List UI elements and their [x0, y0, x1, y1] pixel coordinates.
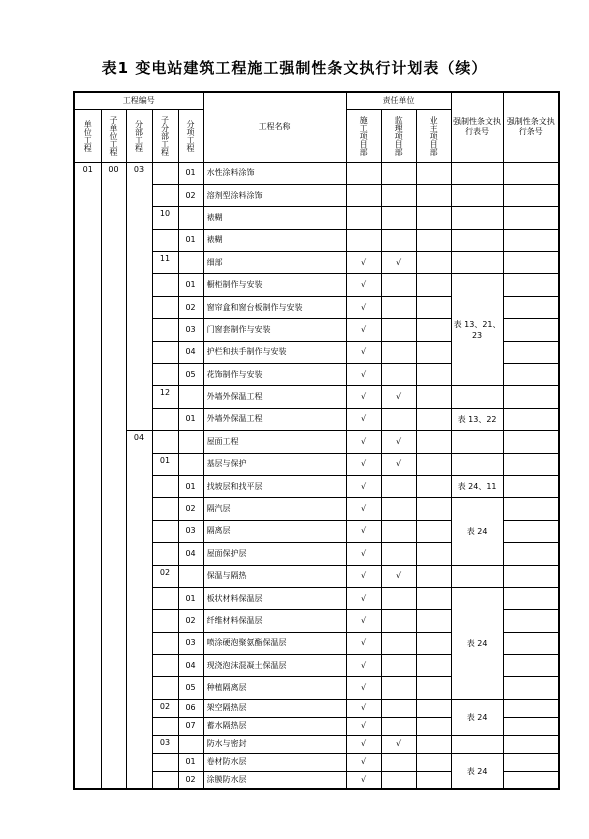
construction-check: √ [346, 565, 381, 587]
table-ref [451, 386, 503, 408]
clause-ref [503, 162, 559, 184]
header-supervision: 监理项目部 [394, 115, 404, 156]
subdivision-code [152, 753, 178, 771]
owner-check [416, 677, 451, 699]
row-name: 屋面工程 [203, 431, 346, 453]
construction-check: √ [346, 699, 381, 717]
row-name: 窗帘盒和窗台板制作与安装 [203, 296, 346, 318]
construction-check: √ [346, 408, 381, 430]
clause-ref [503, 717, 559, 735]
row-name: 细部 [203, 252, 346, 274]
clause-ref [503, 408, 559, 430]
construction-check: √ [346, 364, 381, 386]
row-name: 种植隔离层 [203, 677, 346, 699]
construction-check: √ [346, 520, 381, 542]
owner-check [416, 319, 451, 341]
construction-check: √ [346, 453, 381, 475]
subdivision-code: 01 [152, 453, 178, 475]
table-ref [451, 207, 503, 229]
clause-ref [503, 520, 559, 542]
table-ref: 表 24、11 [451, 475, 503, 497]
construction-check: √ [346, 677, 381, 699]
clause-ref [503, 431, 559, 453]
owner-check [416, 453, 451, 475]
clause-ref [503, 543, 559, 565]
subdivision-code [152, 341, 178, 363]
clause-ref [503, 453, 559, 475]
item-code: 02 [178, 296, 203, 318]
row-name: 现浇泡沫混凝土保温层 [203, 655, 346, 677]
header-resp-group: 责任单位 [346, 92, 451, 109]
clause-ref [503, 319, 559, 341]
subdivision-code [152, 677, 178, 699]
subdivision-code: 12 [152, 386, 178, 408]
owner-check [416, 699, 451, 717]
owner-check [416, 610, 451, 632]
supervision-check [381, 677, 416, 699]
supervision-check [381, 753, 416, 771]
header-owner: 业主项目部 [429, 115, 439, 156]
item-code: 01 [178, 274, 203, 296]
construction-check: √ [346, 431, 381, 453]
supervision-check [381, 319, 416, 341]
item-code: 02 [178, 498, 203, 520]
row-name: 架空隔热层 [203, 699, 346, 717]
clause-ref [503, 184, 559, 206]
header-clause-no: 强制性条文执行条号 [506, 117, 555, 137]
item-code: 05 [178, 677, 203, 699]
item-code: 01 [178, 162, 203, 184]
supervision-check [381, 162, 416, 184]
table-ref: 表 13、22 [451, 408, 503, 430]
subdivision-code [152, 431, 178, 453]
supervision-check [381, 498, 416, 520]
item-code: 04 [178, 655, 203, 677]
supervision-check [381, 632, 416, 654]
row-name: 水性涂料涂饰 [203, 162, 346, 184]
item-code [178, 735, 203, 753]
subdivision-code [152, 229, 178, 251]
construction-check: √ [346, 274, 381, 296]
item-code: 02 [178, 610, 203, 632]
subdivision-code [152, 162, 178, 184]
item-code: 03 [178, 319, 203, 341]
owner-check [416, 341, 451, 363]
subdivision-code [152, 498, 178, 520]
construction-check: √ [346, 543, 381, 565]
table-ref [451, 252, 503, 274]
subdivision-code [152, 655, 178, 677]
owner-check [416, 386, 451, 408]
row-name: 外墙外保温工程 [203, 386, 346, 408]
header-name: 工程名称 [203, 92, 346, 162]
owner-check [416, 565, 451, 587]
clause-ref [503, 296, 559, 318]
supervision-check [381, 229, 416, 251]
clause-ref [503, 341, 559, 363]
supervision-check: √ [381, 453, 416, 475]
supervision-check: √ [381, 386, 416, 408]
clause-ref [503, 632, 559, 654]
table-ref: 表 24 [451, 498, 503, 565]
owner-check [416, 587, 451, 609]
owner-check [416, 162, 451, 184]
table-ref: 表 24 [451, 753, 503, 789]
table-ref [451, 431, 503, 453]
clause-ref [503, 364, 559, 386]
subdivision-code [152, 475, 178, 497]
header-unit: 单位工程 [83, 119, 93, 152]
owner-check [416, 408, 451, 430]
supervision-check [381, 520, 416, 542]
construction-check: √ [346, 771, 381, 789]
construction-check [346, 184, 381, 206]
subdivision-code [152, 274, 178, 296]
clause-ref [503, 565, 559, 587]
item-code: 05 [178, 364, 203, 386]
owner-check [416, 274, 451, 296]
row-name: 门窗套制作与安装 [203, 319, 346, 341]
supervision-check [381, 274, 416, 296]
supervision-check [381, 475, 416, 497]
clause-ref [503, 386, 559, 408]
clause-ref [503, 229, 559, 251]
supervision-check [381, 543, 416, 565]
owner-check [416, 717, 451, 735]
subdivision-code [152, 771, 178, 789]
item-code: 02 [178, 184, 203, 206]
subdivision-code: 10 [152, 207, 178, 229]
construction-check: √ [346, 587, 381, 609]
plan-table [73, 91, 560, 790]
item-code: 01 [178, 587, 203, 609]
subdivision-code [152, 717, 178, 735]
row-name: 喷涂硬泡聚氨酯保温层 [203, 632, 346, 654]
supervision-check [381, 717, 416, 735]
item-code: 04 [178, 341, 203, 363]
supervision-check [381, 587, 416, 609]
owner-check [416, 431, 451, 453]
row-name: 隔离层 [203, 520, 346, 542]
owner-check [416, 475, 451, 497]
item-code [178, 252, 203, 274]
supervision-check: √ [381, 735, 416, 753]
division-code-2: 04 [126, 431, 152, 790]
subdivision-code: 02 [152, 565, 178, 587]
clause-ref [503, 207, 559, 229]
subunit-code: 00 [101, 162, 126, 789]
owner-check [416, 364, 451, 386]
supervision-check: √ [381, 565, 416, 587]
row-name: 板状材料保温层 [203, 587, 346, 609]
clause-ref [503, 498, 559, 520]
row-name: 纤维材料保温层 [203, 610, 346, 632]
item-code: 07 [178, 717, 203, 735]
row-name: 屋面保护层 [203, 543, 346, 565]
subdivision-code [152, 296, 178, 318]
construction-check: √ [346, 252, 381, 274]
clause-ref [503, 655, 559, 677]
clause-ref [503, 274, 559, 296]
clause-ref [503, 677, 559, 699]
subdivision-code [152, 520, 178, 542]
header-division: 分部工程 [134, 119, 144, 152]
construction-check: √ [346, 319, 381, 341]
owner-check [416, 543, 451, 565]
item-code [178, 386, 203, 408]
subdivision-code: 11 [152, 252, 178, 274]
row-name: 裱糊 [203, 207, 346, 229]
clause-ref [503, 753, 559, 771]
construction-check: √ [346, 296, 381, 318]
subdivision-code [152, 632, 178, 654]
construction-check: √ [346, 632, 381, 654]
table-ref [451, 453, 503, 475]
clause-ref [503, 610, 559, 632]
owner-check [416, 296, 451, 318]
construction-check: √ [346, 735, 381, 753]
subdivision-code [152, 543, 178, 565]
subdivision-code [152, 364, 178, 386]
supervision-check: √ [381, 252, 416, 274]
construction-check: √ [346, 341, 381, 363]
supervision-check [381, 207, 416, 229]
subdivision-code [152, 587, 178, 609]
row-name: 基层与保护 [203, 453, 346, 475]
owner-check [416, 735, 451, 753]
item-code: 04 [178, 543, 203, 565]
construction-check: √ [346, 610, 381, 632]
row-name: 蓄水隔热层 [203, 717, 346, 735]
item-code [178, 565, 203, 587]
owner-check [416, 771, 451, 789]
supervision-check: √ [381, 431, 416, 453]
owner-check [416, 184, 451, 206]
header-table-no: 强制性条文执行表号 [453, 117, 502, 137]
subdivision-code: 03 [152, 735, 178, 753]
unit-code: 01 [74, 162, 101, 789]
supervision-check [381, 699, 416, 717]
item-code: 01 [178, 475, 203, 497]
owner-check [416, 520, 451, 542]
clause-ref [503, 475, 559, 497]
supervision-check [381, 184, 416, 206]
row-name: 外墙外保温工程 [203, 408, 346, 430]
owner-check [416, 632, 451, 654]
table-ref [451, 229, 503, 251]
header-subunit: 子单位工程 [109, 115, 118, 156]
owner-check [416, 655, 451, 677]
table-ref: 表 13、21、23 [451, 274, 503, 386]
item-code: 03 [178, 520, 203, 542]
item-code [178, 207, 203, 229]
table-ref [451, 565, 503, 587]
construction-check: √ [346, 753, 381, 771]
row-name: 找坡层和找平层 [203, 475, 346, 497]
item-code: 03 [178, 632, 203, 654]
owner-check [416, 753, 451, 771]
table-ref [451, 162, 503, 184]
row-name: 橱柜制作与安装 [203, 274, 346, 296]
clause-ref [503, 587, 559, 609]
header-construction: 施工项目部 [359, 115, 369, 156]
owner-check [416, 229, 451, 251]
header-item: 分项工程 [186, 119, 196, 152]
table-ref [451, 184, 503, 206]
supervision-check [381, 408, 416, 430]
supervision-check [381, 341, 416, 363]
supervision-check [381, 364, 416, 386]
item-code: 06 [178, 699, 203, 717]
construction-check [346, 207, 381, 229]
clause-ref [503, 771, 559, 789]
subdivision-code [152, 610, 178, 632]
clause-ref [503, 252, 559, 274]
row-name: 护栏和扶手制作与安装 [203, 341, 346, 363]
owner-check [416, 207, 451, 229]
table-ref: 表 24 [451, 587, 503, 699]
subdivision-code [152, 408, 178, 430]
item-code: 01 [178, 753, 203, 771]
item-code: 01 [178, 408, 203, 430]
construction-check [346, 229, 381, 251]
supervision-check [381, 771, 416, 789]
item-code [178, 453, 203, 475]
subdivision-code [152, 184, 178, 206]
clause-ref [503, 735, 559, 753]
division-code: 03 [126, 162, 152, 431]
row-name: 涂膜防水层 [203, 771, 346, 789]
supervision-check [381, 655, 416, 677]
row-name: 裱糊 [203, 229, 346, 251]
construction-check: √ [346, 655, 381, 677]
owner-check [416, 252, 451, 274]
supervision-check [381, 610, 416, 632]
row-name: 防水与密封 [203, 735, 346, 753]
item-code: 02 [178, 771, 203, 789]
subdivision-code: 02 [152, 699, 178, 717]
item-code: 01 [178, 229, 203, 251]
row-name: 隔汽层 [203, 498, 346, 520]
subdivision-code [152, 319, 178, 341]
page-title: 表1 变电站建筑工程施工强制性条文执行计划表（续） [101, 59, 488, 77]
construction-check: √ [346, 717, 381, 735]
table-ref: 表 24 [451, 699, 503, 735]
construction-check: √ [346, 386, 381, 408]
construction-check: √ [346, 475, 381, 497]
item-code [178, 431, 203, 453]
row-name: 花饰制作与安装 [203, 364, 346, 386]
row-name: 卷材防水层 [203, 753, 346, 771]
header-subdivision: 子分部工程 [160, 115, 170, 156]
row-name: 溶剂型涂料涂饰 [203, 184, 346, 206]
row-name: 保温与隔热 [203, 565, 346, 587]
clause-ref [503, 699, 559, 717]
owner-check [416, 498, 451, 520]
construction-check [346, 162, 381, 184]
table-ref [451, 735, 503, 753]
supervision-check [381, 296, 416, 318]
header-code-group: 工程编号 [74, 92, 203, 109]
construction-check: √ [346, 498, 381, 520]
